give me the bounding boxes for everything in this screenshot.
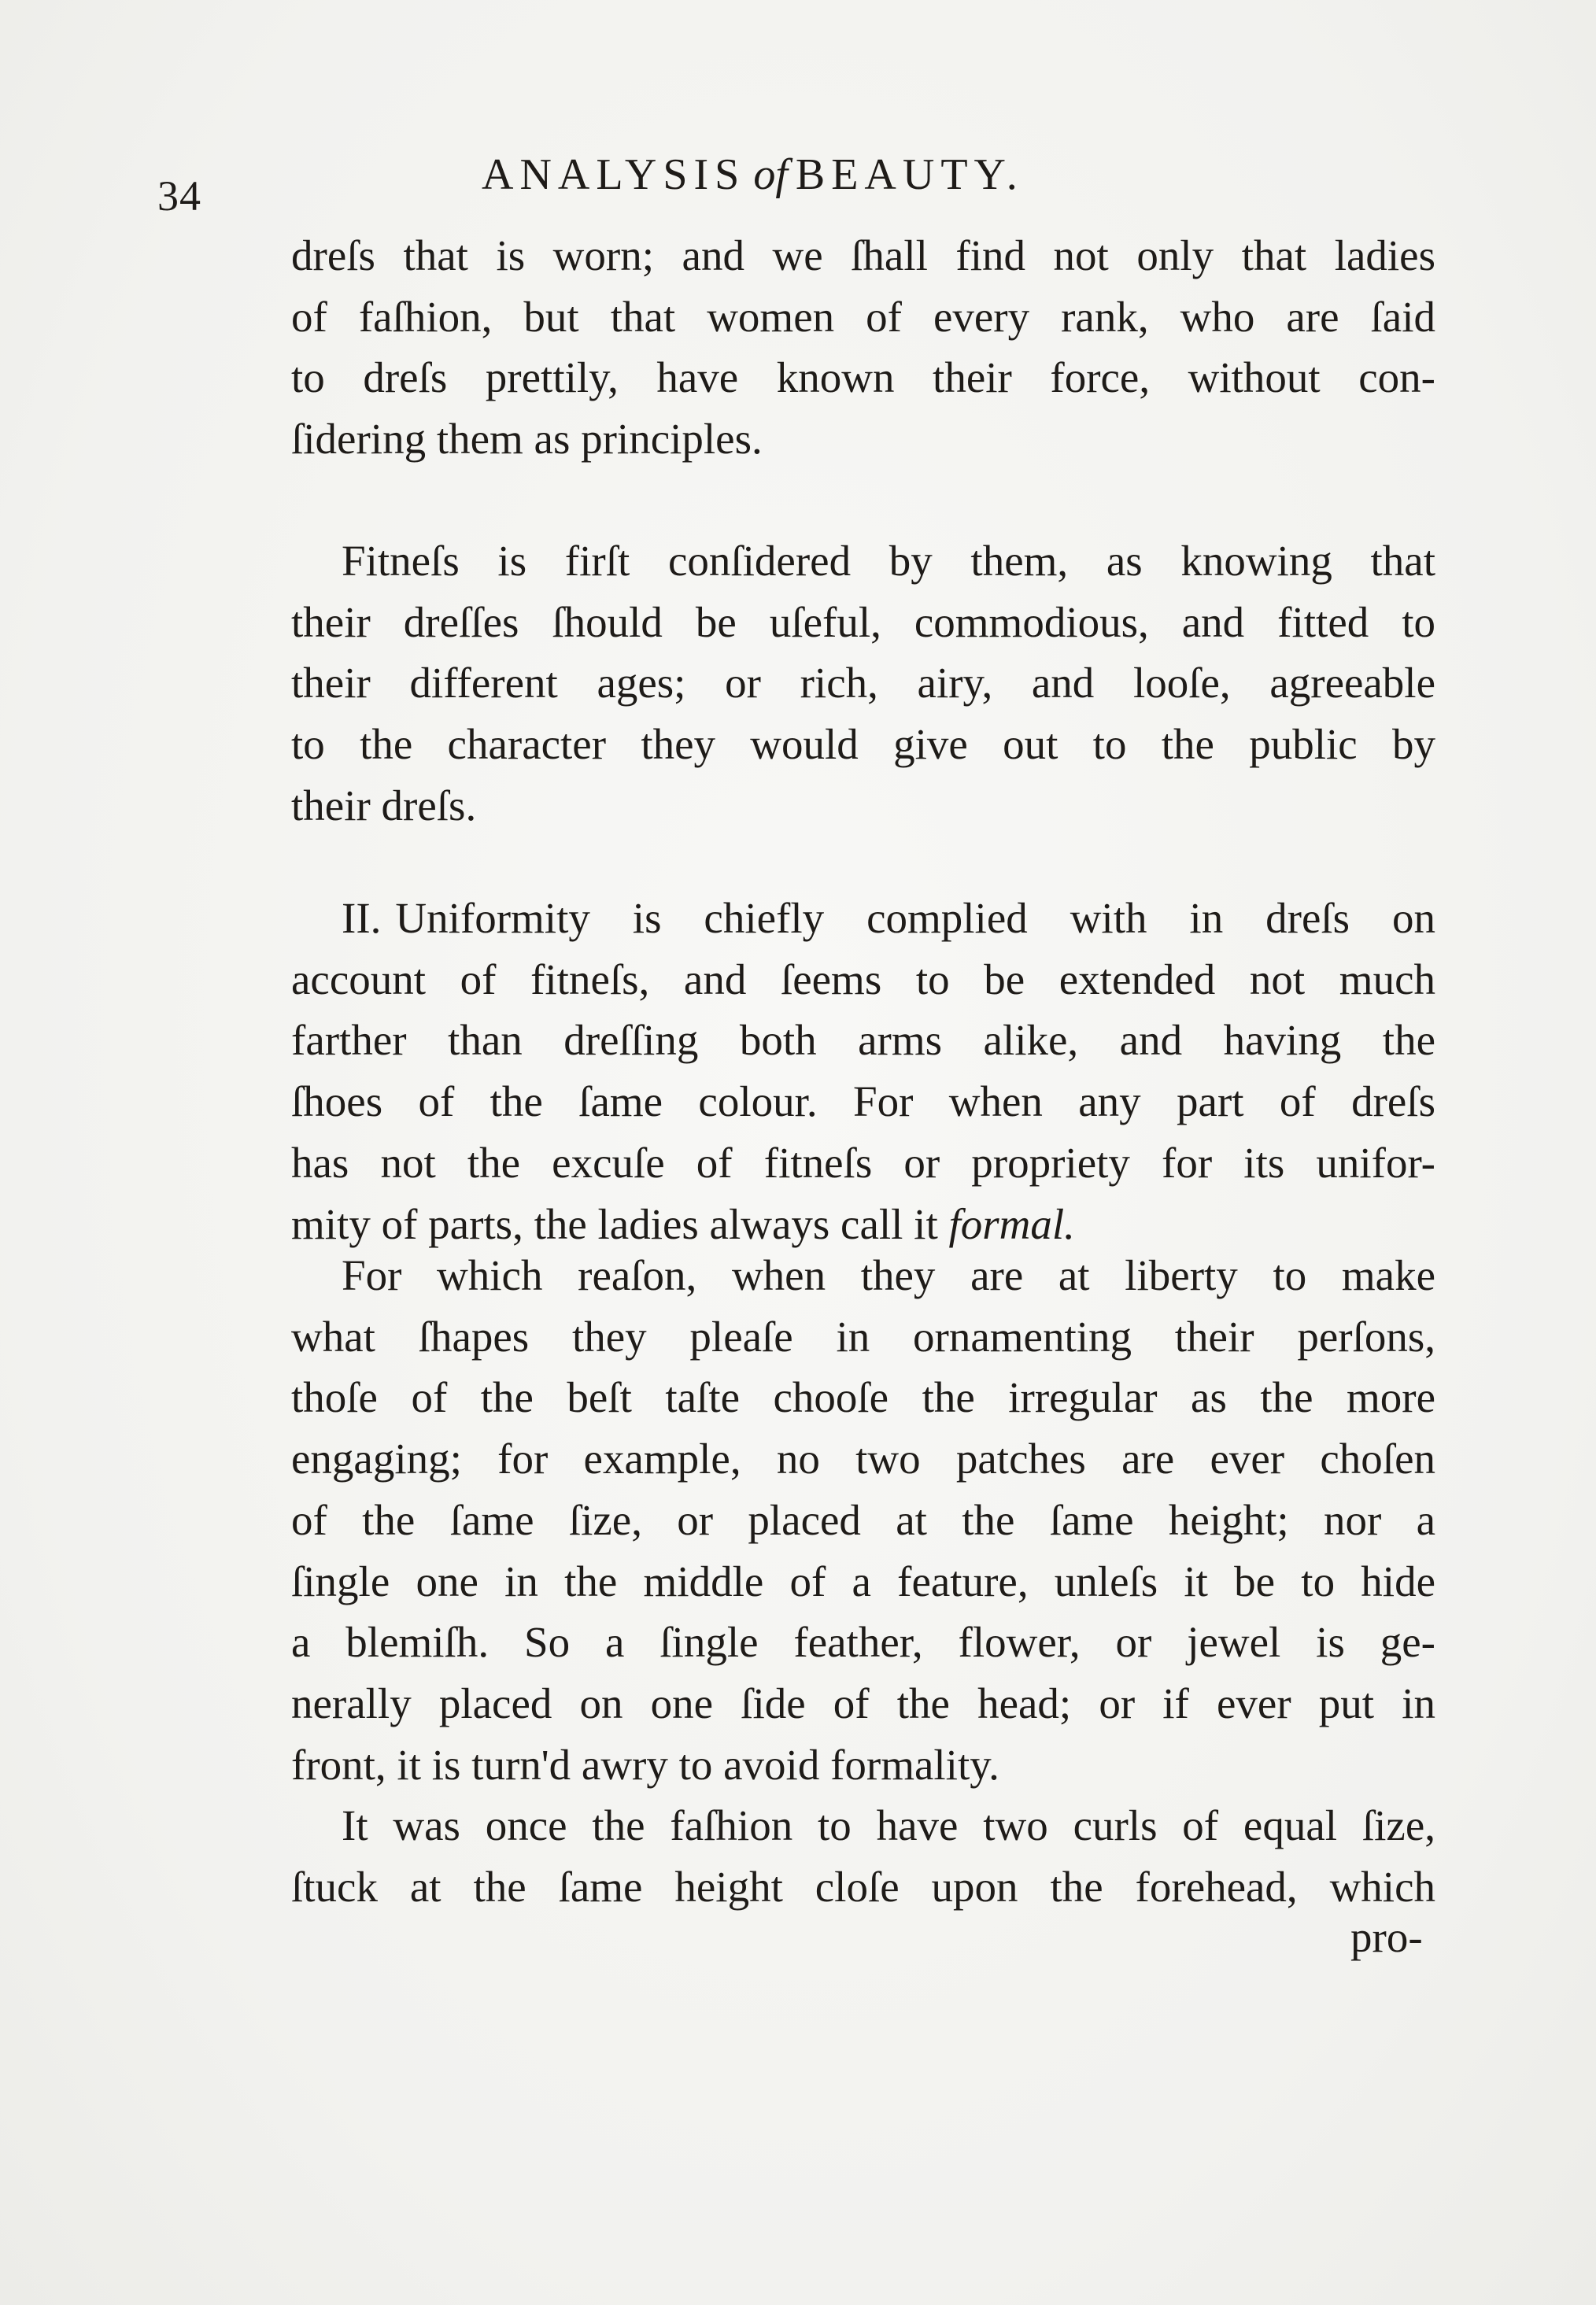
text-line: engaging; for example, no two patches are ever choſen xyxy=(291,1435,1435,1483)
text-line: ſhoes of the ſame colour. For when any part of dreſs xyxy=(291,1077,1435,1126)
text-line: ſingle one in the middle of a feature, unleſs it be to hide xyxy=(291,1557,1435,1605)
text-line: of faſhion, but that women of every rank, who are ſaid xyxy=(291,292,1435,341)
running-head-beauty: BEAUTY. xyxy=(795,150,1024,199)
text-line: to the character they would give out to the public by xyxy=(291,720,1435,769)
text-line: has not the excuſe of fitneſs or propriety for its unifor- xyxy=(291,1138,1435,1187)
formal-italic: formal. xyxy=(948,1199,1075,1248)
text-line: their dreſs. xyxy=(291,781,477,829)
paragraph-fitness xyxy=(291,530,1435,837)
paragraph-irregular xyxy=(291,1245,1435,1795)
text-line: to dreſs prettily, have known their force, without con- xyxy=(291,353,1435,402)
text-line: their dreſſes ſhould be uſeful, commodious, and fitted to xyxy=(291,597,1435,646)
text-line: ſidering them as principles. xyxy=(291,415,763,464)
paragraph-1 xyxy=(291,225,1435,470)
text-line: front, it is turn'd awry to avoid formality. xyxy=(291,1740,999,1789)
catchword: pro- xyxy=(1350,1913,1423,1961)
text-line: dreſs that is worn; and we ſhall find not only that ladies xyxy=(291,231,1435,279)
running-head xyxy=(482,150,1269,200)
page-number: 34 xyxy=(157,172,201,220)
text-line: ſtuck at the ſame height cloſe upon the forehead, which xyxy=(291,1862,1435,1911)
text-line: nerally placed on one ſide of the head; or if ever put in xyxy=(291,1679,1435,1727)
text-line: Fitneſs is firſt conſidered by them, as knowing that xyxy=(342,537,1435,585)
running-head-of: of xyxy=(753,150,788,199)
paragraph-uniformity xyxy=(291,888,1435,1254)
text-line: For which reaſon, when they are at liberty to make xyxy=(342,1251,1435,1299)
section-first-line: Uniformity is chiefly complied with in dreſs on xyxy=(395,894,1435,942)
text-line: what ſhapes they pleaſe in ornamenting their perſons, xyxy=(291,1312,1435,1361)
section-number: II. xyxy=(342,894,382,942)
text-line: farther than dreſſing both arms alike, and having the xyxy=(291,1016,1435,1065)
last-line-text: mity of parts, the ladies always call it xyxy=(291,1199,938,1248)
text-line: thoſe of the beſt taſte chooſe the irregular as the more xyxy=(291,1373,1435,1422)
text-line: a blemiſh. So a ſingle feather, flower, or jewel is ge- xyxy=(291,1618,1435,1667)
paragraph-curls xyxy=(291,1795,1435,1917)
text-line: account of fitneſs, and ſeems to be extended not much xyxy=(291,955,1435,1003)
text-line: It was once the faſhion to have two curls of equal ſize, xyxy=(342,1801,1435,1849)
running-head-analysis: ANALYSIS xyxy=(482,150,746,199)
text-line xyxy=(291,888,1435,949)
text-line: of the ſame ſize, or placed at the ſame height; nor a xyxy=(291,1495,1435,1544)
text-line: their different ages; or rich, airy, and looſe, agreeable xyxy=(291,659,1435,707)
